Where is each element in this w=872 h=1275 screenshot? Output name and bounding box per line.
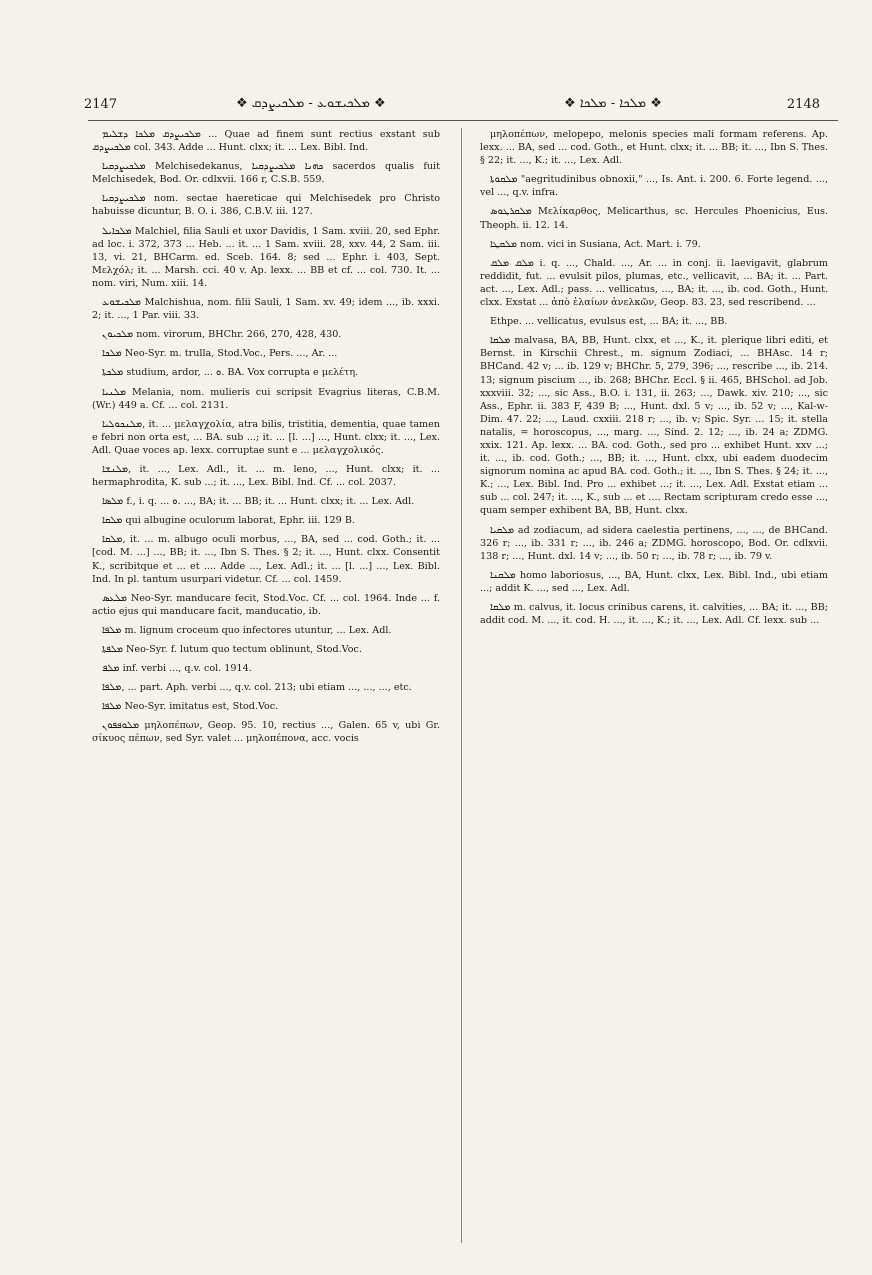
left-column [92, 128, 440, 752]
dictionary-entry: ܡܠܟܝܫܘܥ Malchishua, nom. filii Sauli, 1 Sam. xv. 49; idem ..., ib. xxxi. 2; it. ..., 1 Par. viii. 33. [92, 297, 440, 322]
dictionary-entry: ܡܠܦܐ, ... part. Aph. verbi ..., q.v. col. 213; ubi etiam ..., ..., ..., etc. [102, 682, 412, 694]
dictionary-entry: ܡܠܟܝܘܢ nom. virorum, BHChr. 266, 270, 428, 430. [102, 329, 342, 341]
dictionary-entry: ܡܠܩܪܛܘܣ Μελίκαρθος, Melicarthus, sc. Hercules Phoenicius, Eus. Theoph. ii. 12. 14. [480, 206, 828, 231]
left-running-head: ❖ ܡܠܟܝܫܘܥ - ܡܠܟܝܨܕܩ ❖ [236, 96, 386, 111]
dictionary-entry: ܡܠܦܬܐ Neo-Syr. f. lutum quo tectum oblinunt, Stod.Voc. [102, 644, 362, 655]
dictionary-entry: ܡܠܩܐ m. calvus, it. locus crinibus carens, it. calvities, ... BA; it. ..., BB; addit cod. M. ..., it. cod. H. ..., it. ..., K.; it. ..., Lex. Adl. Cf. lexx. sub ... [480, 602, 828, 627]
dictionary-entry: ܡܠܟܝܨܕܩܝܐ nom. sectae haereticae qui Melchisedek pro Christo habuisse dicuntur, B. O. i. 386, C.B.V. iii. 127. [92, 193, 440, 218]
dictionary-entry: ܡܠܩܐ malvasa, BA, BB, Hunt. clxx, et ..., K., it. plerique libri editi, et Bernst. in Kirschii Chrest., m. signum Zodiaci, ... BHAsc. 14 r; BHCand. 42 v; ... ib. 129 v; BHChr. 5, 279, 396; ..., rescribe ..., ib. 214. 13; signum piscium ..., ib. 268; BHChr. Eccl. § ii. 465, BHSchol. ad Job. xxxviii. 32; ..., sic Ass., B.O. i. 131, ii. 263; ..., Dawk. xiv. 210; ..., sic Ass., Ephr. ii. 383 F, 439 B; ..., Hunt. dxl. 5 v; ..., ib. 52 v; ..., Kal-w-Dim. 47. 22; ..., Laud. cxxiii. 218 r; ..., ib. v; Spic. Syr. ... 15; it. stella natalis, = horoscopus, ..., marg. ..., Sind. 2. 12; ..., ib. 24 a; ZDMG. xxix. 121. Ap. lexx. ... BA. cod. Goth., sed pro ... exhibet Hunt. xxv ...; it. ..., ib. cod. Goth.; ..., BB; it. ..., Hunt. clxx, ubi eadem duodecim signorum nomina ac apud BA. cod. Goth.; it. ..., Ibn S. Thes. § 24; it. ..., K.; ..., Lex. Bibl. Ind. Pro ... exhibet ...; it. ..., Lex. Adl. Exstat etiam ... sub ... col. 247; it. ..., K., sub ... et .... Rectam scripturam credo esse ..., quam semper exhibent BA, BB, Hunt. clxx. [480, 335, 828, 517]
dictionary-entry: ܡܠܢܝܐ Melania, nom. mulieris cui scripsit Evagrius literas, C.B.M. (Wr.) 449 a. Cf. ... col. 2131. [92, 386, 440, 411]
dictionary-entry: μηλοπέπων, melopepo, melonis species mali formam referens. Ap. lexx. ... BA, sed ... cod. Goth., et Hunt. clxx; it. ... BB; it. ..., Ibn S. Thes. § 22; it. ..., K.; it. ..., Lex. Adl. [480, 129, 828, 167]
dictionary-entry: ܡܠܟܝܨܕܩܝܐ Melchisedekanus, ܟܗܢܐ ܡܠܟܝܨܕܩܝܐ sacerdos qualis fuit Melchisedek, Bod. Or. cdlxvii. 166 r, C.S.B. 559. [92, 161, 440, 186]
dictionary-entry: ܡܠܦ inf. verbi ..., q.v. col. 1914. [102, 663, 252, 675]
dictionary-entry: ܡܠܘܦܦܘܢ μηλοπέπων, Geop. 95. 10, rectius ..., Galen. 65 v, ubi Gr. σίκυος πέπων, sed Syr. valet ... μηλοπέπονα, acc. vocis [92, 720, 440, 745]
dictionary-entry: ܡܠܦܐ Neo-Syr. imitatus est, Stod.Voc. [102, 701, 279, 713]
page-header [0, 0, 872, 120]
dictionary-entry: ܡܠܩܝܐ ad zodiacum, ad sidera caelestia pertinens, ..., ..., de BHCand. 326 r; ..., ib. 331 r; ..., ib. 246 a; ZDMG. horoscopo, Bod. Or. cdlxvii. 138 r; ..., Hunt. dxl. 14 v; ..., ib. 50 r; ..., ib. 78 r; ..., ib. 79 v. [480, 524, 828, 562]
dictionary-entry: ܡܠܢܟܘܠܝܐ, it. ... μελαγχολία, atra bilis, tristitia, dementia, quae tamen e febri non orta est, ... BA. sub ...; it. ... [l. ...] ..., Hunt. clxx; it. ..., Lex. Adl. Quae voces ap. lexx. corruptae sunt e ... μελαγχολικός. [92, 418, 440, 456]
dictionary-entry: ܡܠܢܫܐ, it. ..., Lex. Adl., it. ... m. leno, ..., Hunt. clxx; it. ... hermaphrodita, K. sub ...; it. ..., Lex. Bibl. Ind. Cf. ... col. 2037. [92, 463, 440, 489]
dictionary-entry: ܡܠܟܝܨܕܩ ܡܠܟܐ ܕܫܠܝܡ ... Quae ad finem sunt rectius exstant sub ܡܠܟܝܨܕܩ col. 343. Adde ... Hunt. clxx; it. ... Lex. Bibl. Ind. [92, 129, 440, 154]
dictionary-entry: ܡܠܩܘܬܐ "aegritudinibus obnoxii," ..., Is. Ant. i. 200. 6. Forte legend. ..., vel ..., q.v. infra. [480, 174, 828, 199]
dictionary-entry: ܡܠܩܐ, it. ... m. albugo oculi morbus, ..., BA, sed ... cod. Goth.; it. ... [cod. M. ...] ..., BB; it. ..., Ibn S. Thes. § 2; it. ..., Hunt. clxx. Consentit K., scribitque et ... et .... Adde ..., Lex. Adl.; it. ... [l. ...] ..., Lex. Bibl. Ind. In pl. tantum usurpari videtur. Cf. ... col. 1459. [92, 534, 440, 585]
right-page-number: 2148 [786, 97, 820, 112]
dictionary-entry: ܡܠܩܐ qui albugine oculorum laborat, Ephr. iii. 129 B. [102, 515, 355, 527]
dictionary-entry: Ethpe. ... vellicatus, evulsus est, ... BA; it. ..., BB. [490, 316, 728, 328]
dictionary-entry: ܡܠܩ ܡܠܩ i. q. ..., Chald. ..., Ar. ... in conj. ii. laevigavit, glabrum reddidit, fut. ... evulsit pilos, plumas, etc., vellicavit, ... BA; it. ... Part. act. ..., Lex. Adl.; pass. ... vellicatus, ..., BA; it. ..., ib. cod. Goth., Hunt. clxx. Exstat ... ἀπὸ ἐλαίων ἀνελκῶν, Geop. 83. 23, sed rescribend. ... [480, 257, 828, 309]
dictionary-entry: ܡܠܦܐ m. lignum croceum quo infectores utuntur, ... Lex. Adl. [102, 624, 392, 636]
dictionary-entry: ܡܠܟܐ Neo-Syr. m. trulla, Stod.Voc., Pers. ..., Ar. ... [102, 348, 338, 360]
left-page-number: 2147 [84, 97, 118, 112]
dictionary-entry: ܡܠܩܢܐ homo laboriosus, ..., BA, Hunt. clxx, Lex. Bibl. Ind., ubi etiam ...; addit K. ..., sed ..., Lex. Adl. [480, 569, 828, 594]
dictionary-entry: ܡܠܟܐܝܠ Malchiel, filia Sauli et uxor Davidis, 1 Sam. xviii. 20, sed Ephr. ad loc. i. 372, 373 ... Heb. ... it. ... 1 Sam. xviii. 28, xxv. 44, 2 Sam. iii. 13, vi. 21, BHCarm. ed. Sceb. 164. 8; sed ... Ephr. i. 403, Sept. Μελχόλ; it. ... Marsh. cci. 40 v. Ap. lexx. ... BB et cf. ... col. 730. It. ... nom. viri, Num. xiii. 14. [92, 225, 440, 289]
dictionary-entry: ܡܠܥܣ Neo-Syr. manducare fecit, Stod.Voc. Cf. ... col. 1964. Inde ... f. actio ejus qui manducare facit, manducatio, ib. [92, 592, 440, 617]
header-rule [88, 120, 838, 121]
dictionary-entry: ܡܠܩܛܐ nom. vici in Susiana, Act. Mart. i. 79. [490, 238, 701, 250]
dictionary-entry: ܡܠܟܬܐ studium, ardor, ... ܘ. BA. Vox corrupta e μελέτη. [102, 367, 359, 379]
column-divider [461, 128, 462, 1243]
right-column [480, 128, 828, 633]
right-running-head: ❖ ܡܠܟܐ - ܡܠܟܐ ❖ [564, 96, 662, 111]
dictionary-entry: ܡܠܣܐ f., i. q. ... ܘ. ..., BA; it. ... BB; it. ... Hunt. clxx; it. ... Lex. Adl. [102, 496, 415, 508]
